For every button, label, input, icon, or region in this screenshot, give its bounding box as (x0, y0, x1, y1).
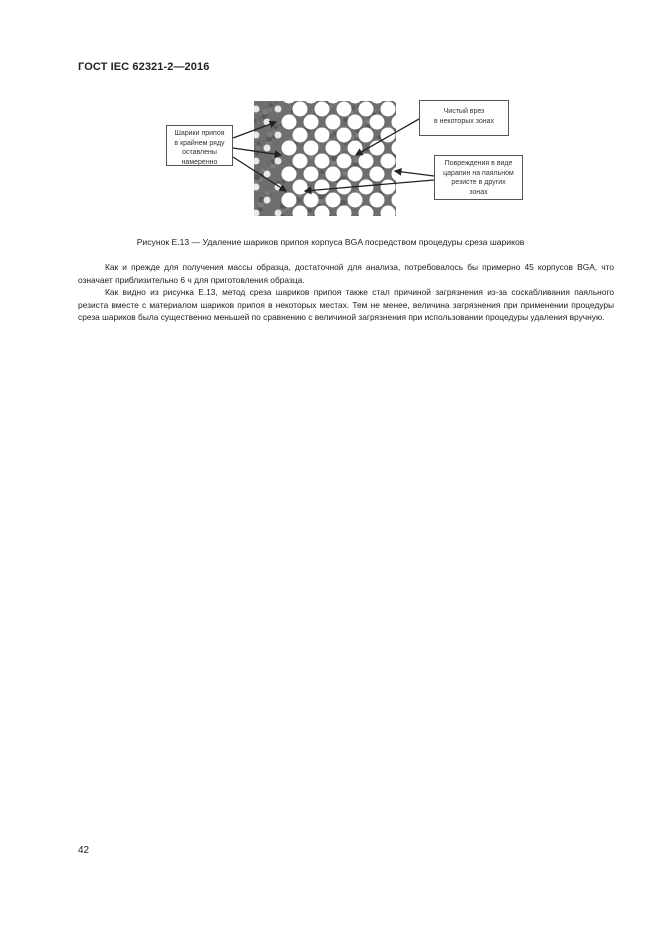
page-number: 42 (78, 845, 90, 856)
arrow-left-top (233, 122, 276, 138)
arrow-left-bottom (233, 157, 286, 191)
paragraph: Как видно из рисунка Е.13, метод среза шариков припоя также стал причиной загрязнения из-за соскабливания паяльного резиста вместе с материалом шариков припоя в некоторых местах. Тем не менее, величина загрязнения при применении процедуры среза шариков была существенно меньшей по сравнению с величиной загрязнения при использовании процедуры удаления вручную. (78, 287, 614, 323)
paragraph: Как и прежде для получения массы образца, достаточной для анализа, потребовалось бы примерно 45 корпусов BGA, что означает приблизительно 6 ч для приготовления образца. (78, 262, 614, 285)
arrow-bottom-right-b (305, 180, 434, 191)
arrow-bottom-right-a (395, 171, 434, 176)
arrow-left-mid (233, 148, 281, 155)
body-text (78, 261, 614, 324)
document-header: ГОСТ IEC 62321-2—2016 (78, 61, 210, 73)
callout-clean-cut: Чистый врез в некоторых зонах (419, 100, 509, 136)
figure-caption: Рисунок Е.13 — Удаление шариков припоя корпуса BGA посредством процедуры среза шариков (136, 237, 525, 247)
callout-scratch-damage: Повреждения в виде царапин на паяльном резисте в других зонах (434, 155, 523, 200)
callout-edge-balls: Шарики припоя в крайнем ряду оставлены намеренно (166, 125, 233, 166)
callout-arrows (0, 0, 661, 240)
figure (0, 0, 661, 240)
arrow-top-right (356, 119, 419, 155)
